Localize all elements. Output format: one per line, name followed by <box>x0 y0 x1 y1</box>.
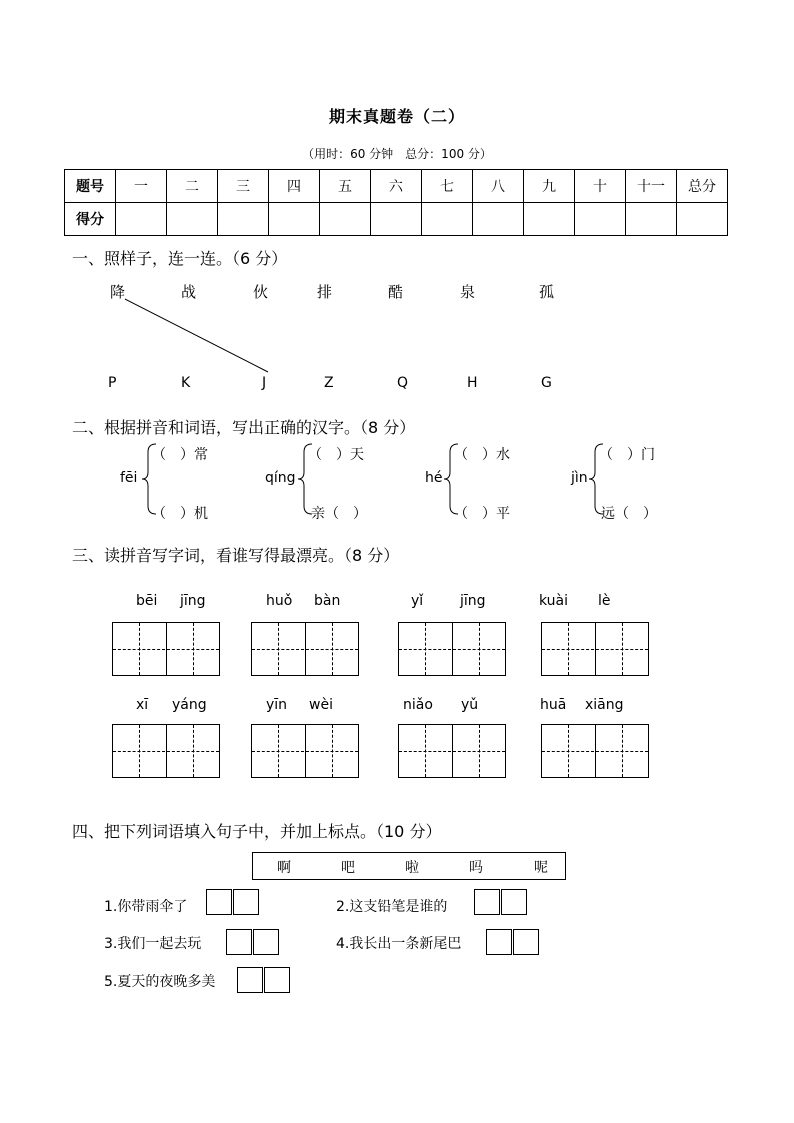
q3-pinyin: bēi <box>136 593 158 609</box>
q2-pinyin: jìn <box>571 470 588 486</box>
page-title: 期末真题卷（二） <box>328 107 465 126</box>
q2-item: （ ）机 <box>152 506 208 522</box>
q3-pinyin: jīng <box>180 593 206 609</box>
writing-grid[interactable] <box>112 724 220 778</box>
answer-box[interactable] <box>486 929 512 955</box>
q1-letter: Z <box>324 375 334 391</box>
q4-sentence: 1.你带雨伞了 <box>104 899 188 915</box>
q3-pinyin: xī <box>136 697 149 713</box>
score-table-col: 十 <box>575 170 626 203</box>
score-table-col: 八 <box>473 170 524 203</box>
answer-box[interactable] <box>233 889 259 915</box>
q1-letter: H <box>467 375 478 391</box>
q1-letter: K <box>181 375 191 391</box>
q1-letter: G <box>541 375 552 391</box>
q2-item: （ ）天 <box>308 447 364 463</box>
q3-pinyin: yīn <box>266 697 288 713</box>
writing-grid[interactable] <box>251 622 359 676</box>
q2-item: 远（ ） <box>601 506 657 522</box>
q3-pinyin: huā <box>540 697 567 713</box>
q1-char: 伙 <box>253 283 269 301</box>
q3-pinyin: xiāng <box>585 697 624 713</box>
q4-sentence: 5.夏天的夜晚多美 <box>104 974 216 990</box>
q1-char: 排 <box>317 283 333 301</box>
writing-grid[interactable] <box>112 622 220 676</box>
writing-grid[interactable] <box>541 622 649 676</box>
q4-word-bank <box>252 852 566 880</box>
q2-item: 亲（ ） <box>311 506 367 522</box>
q1-char: 泉 <box>460 283 476 301</box>
answer-box[interactable] <box>237 967 263 993</box>
q2-item: （ ）常 <box>152 447 208 463</box>
score-table-col: 六 <box>371 170 422 203</box>
q3-pinyin: niǎo <box>403 697 433 713</box>
answer-box[interactable] <box>226 929 252 955</box>
score-table-row1-label: 题号 <box>65 170 116 203</box>
score-table-col: 五 <box>320 170 371 203</box>
writing-grid[interactable] <box>398 724 506 778</box>
score-table-row2-label: 得分 <box>65 203 116 236</box>
score-table-col: 一 <box>116 170 167 203</box>
answer-box[interactable] <box>513 929 539 955</box>
answer-box[interactable] <box>206 889 232 915</box>
q2-pinyin: hé <box>425 470 443 486</box>
q3-pinyin: bàn <box>314 593 341 609</box>
q1-heading: 一、照样子，连一连。（6 分） <box>72 249 288 268</box>
q3-pinyin: kuài <box>539 593 569 609</box>
score-table-col: 总分 <box>677 170 728 203</box>
q2-heading: 二、根据拼音和词语，写出正确的汉字。（8 分） <box>72 418 416 437</box>
q2-pinyin: fēi <box>120 470 138 486</box>
score-table-col: 三 <box>218 170 269 203</box>
q3-pinyin: jīng <box>460 593 486 609</box>
q2-pinyin: qíng <box>265 470 296 486</box>
q3-pinyin: yáng <box>172 697 207 713</box>
q1-letter: Q <box>397 375 409 391</box>
q3-pinyin: yǐ <box>411 593 424 609</box>
q1-char: 酷 <box>388 283 404 301</box>
q3-pinyin: huǒ <box>266 593 293 609</box>
answer-box[interactable] <box>253 929 279 955</box>
writing-grid[interactable] <box>251 724 359 778</box>
q4-word: 呢 <box>534 860 548 876</box>
q2-item: （ ）平 <box>454 506 510 522</box>
score-table-col: 七 <box>422 170 473 203</box>
q3-heading: 三、读拼音写字词，看谁写得最漂亮。（8 分） <box>72 546 400 565</box>
q1-char: 孤 <box>539 283 555 301</box>
page-subtitle: （用时：60 分钟 总分：100 分） <box>302 147 492 161</box>
writing-grid[interactable] <box>398 622 506 676</box>
q4-sentence: 3.我们一起去玩 <box>104 936 202 952</box>
q4-word: 啊 <box>277 860 291 876</box>
answer-box[interactable] <box>501 889 527 915</box>
q4-word: 吧 <box>341 860 355 876</box>
q2-item: （ ）门 <box>599 447 655 463</box>
q1-char: 战 <box>181 283 197 301</box>
q3-pinyin: yǔ <box>461 697 479 713</box>
q1-char: 降 <box>110 283 126 301</box>
q4-sentence: 4.我长出一条新尾巴 <box>336 936 462 952</box>
answer-box[interactable] <box>474 889 500 915</box>
writing-grid[interactable] <box>541 724 649 778</box>
score-table-col: 二 <box>167 170 218 203</box>
q2-item: （ ）水 <box>454 447 510 463</box>
q3-pinyin: lè <box>598 593 611 609</box>
q3-pinyin: wèi <box>309 697 333 713</box>
score-table-col: 四 <box>269 170 320 203</box>
score-table-col: 十一 <box>626 170 677 203</box>
score-table-col: 九 <box>524 170 575 203</box>
q1-letter: P <box>108 375 117 391</box>
q1-letter: J <box>262 375 267 391</box>
q4-heading: 四、把下列词语填入句子中，并加上标点。（10 分） <box>72 822 442 841</box>
q4-sentence: 2.这支铅笔是谁的 <box>336 899 448 915</box>
answer-box[interactable] <box>264 967 290 993</box>
q4-word: 吗 <box>469 860 483 876</box>
q4-word: 啦 <box>405 860 419 876</box>
